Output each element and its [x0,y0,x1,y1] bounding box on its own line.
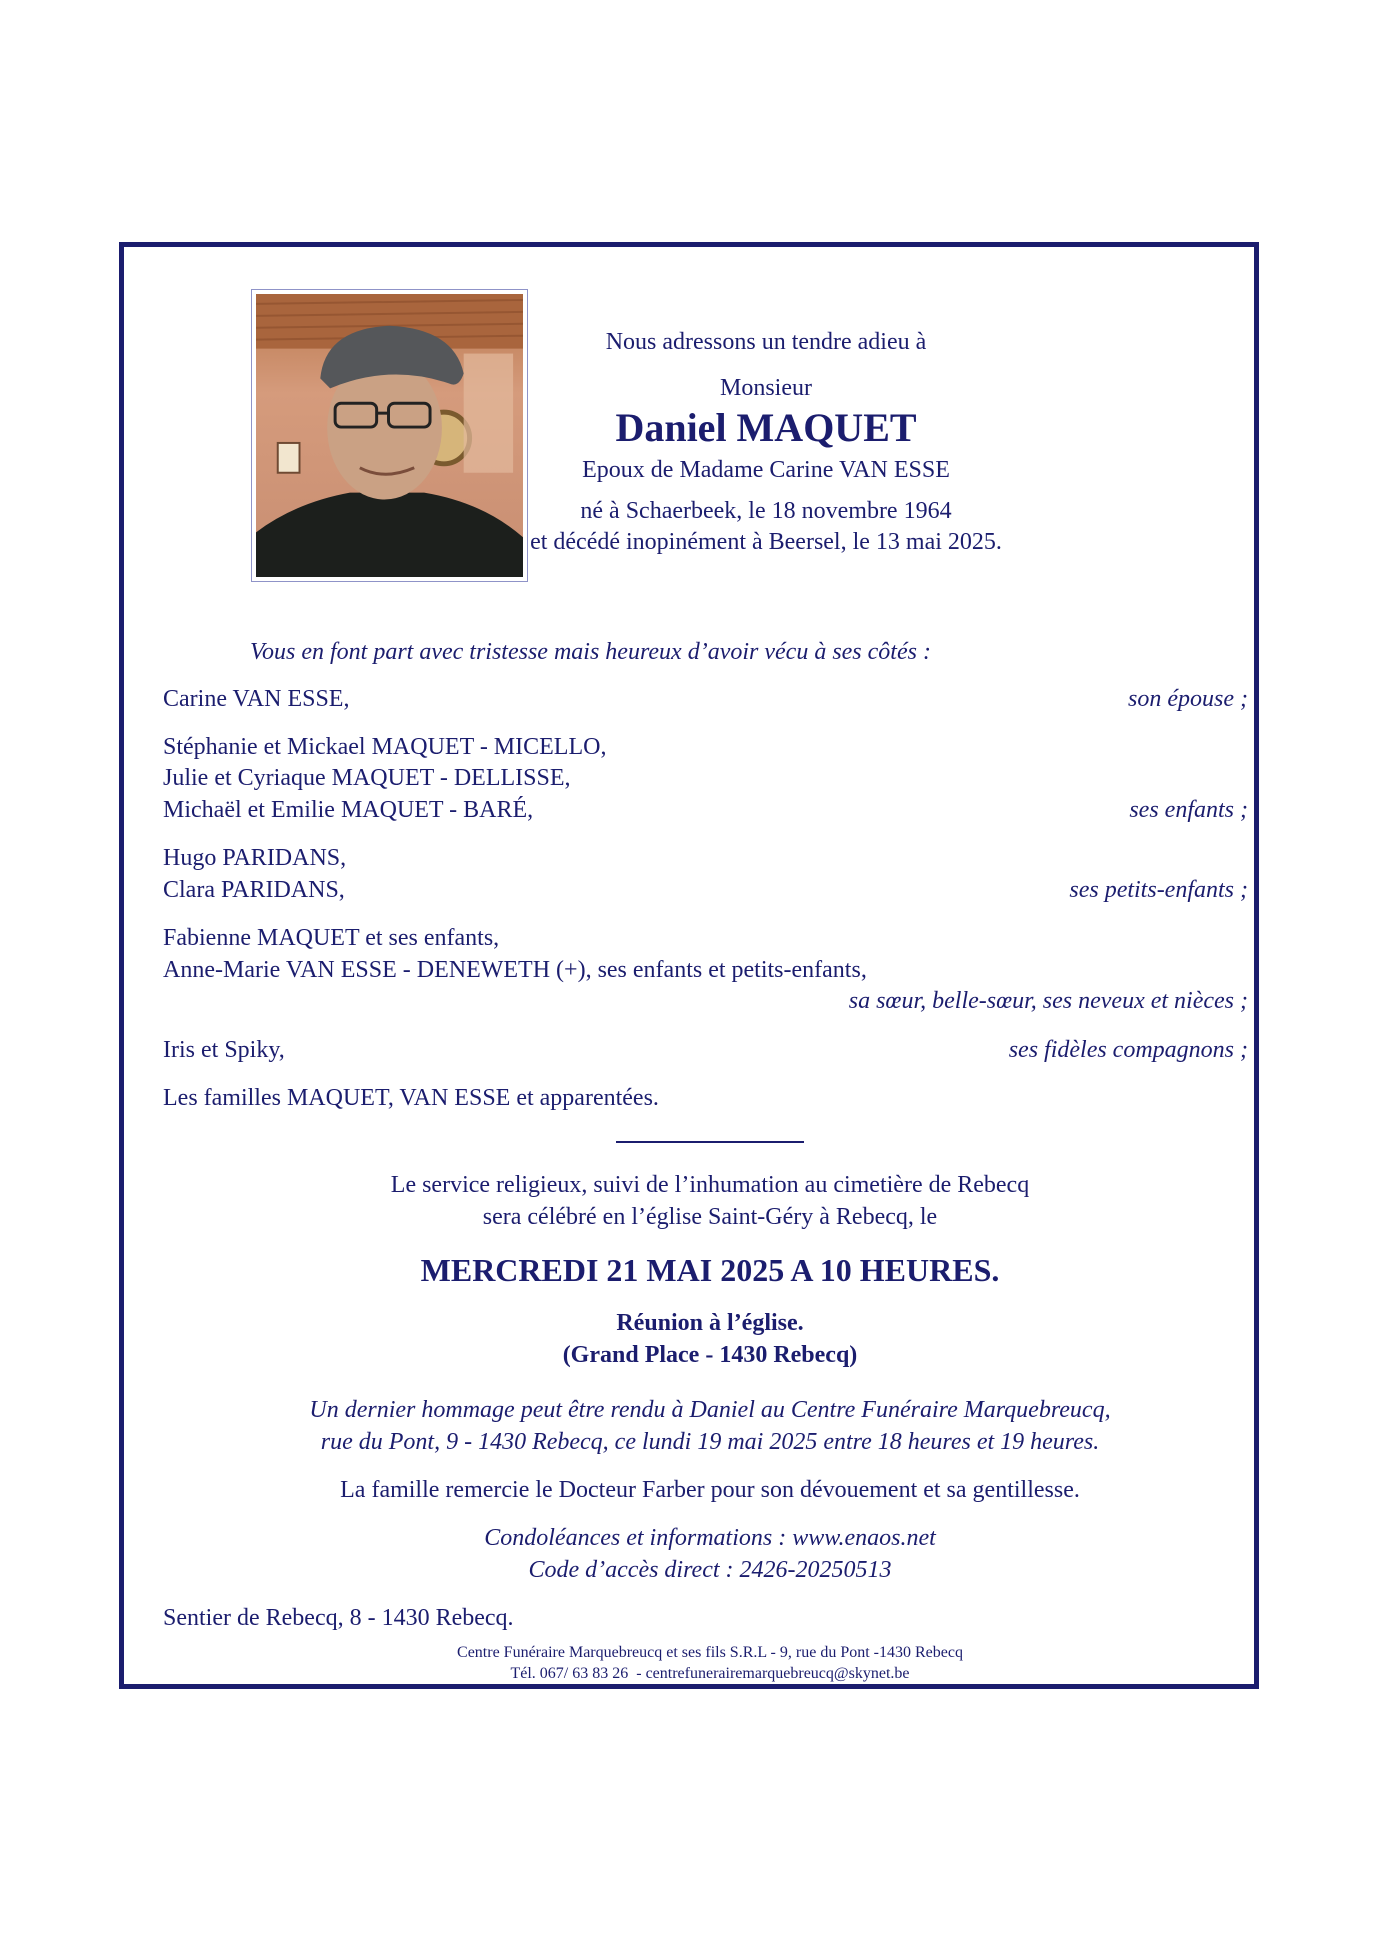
condolences-line: Condoléances et informations : www.enaos.net [484,1525,936,1551]
meeting-place: Réunion à l’église. [616,1310,804,1336]
announcement-intro: Vous en font part avec tristesse mais heureux d’avoir vécu à ses côtés : [250,639,931,665]
meeting-address: (Grand Place - 1430 Rebecq) [562,1342,858,1368]
honorific: Monsieur [720,375,812,401]
child-1: Stéphanie et Mickael MAQUET - MICELLO, [163,734,607,760]
access-code-line: Code d’accès direct : 2426-20250513 [528,1557,892,1583]
sibling-2: Anne-Marie VAN ESSE - DENEWETH (+), ses enfants et petits-enfants, [163,957,867,983]
footer-company: Centre Funéraire Marquebreucq et ses fils S.R.L - 9, rue du Pont -1430 Rebecq [457,1644,963,1661]
pets: Iris et Spiky, [163,1037,285,1063]
grandchild-2: Clara PARIDANS, [163,877,345,903]
service-date-time: MERCREDI 21 MAI 2025 A 10 HEURES. [420,1252,1000,1288]
service-line-2: sera célébré en l’église Saint-Géry à Rebecq, le [482,1204,938,1230]
child-3: Michaël et Emilie MAQUET - BARÉ, [163,797,534,823]
pets-role: ses fidèles compagnons ; [1008,1037,1248,1063]
spouse-role: son épouse ; [1128,686,1248,712]
footer-contact: Tél. 067/ 63 83 26 - centrefunerairemarquebreucq@skynet.be [510,1665,910,1682]
children-role: ses enfants ; [1129,797,1248,823]
birth-line: né à Schaerbeek, le 18 novembre 1964 [580,498,952,524]
siblings-role: sa sœur, belle-sœur, ses neveux et nièces ; [848,988,1248,1014]
grandchildren-role: ses petits-enfants ; [1069,877,1248,903]
spouse-line: Epoux de Madame Carine VAN ESSE [582,457,950,483]
child-2: Julie et Cyriaque MAQUET - DELLISSE, [163,765,571,791]
intro-line: Nous adressons un tendre adieu à [605,329,927,355]
section-divider [616,1141,804,1143]
tribute-line-1: Un dernier hommage peut être rendu à Daniel au Centre Funéraire Marquebreucq, [309,1397,1111,1423]
sibling-1: Fabienne MAQUET et ses enfants, [163,925,500,951]
deceased-name: Daniel MAQUET [615,405,917,450]
thanks-line: La famille remercie le Docteur Farber pour son dévouement et sa gentillesse. [340,1477,1080,1503]
extended-families: Les familles MAQUET, VAN ESSE et apparentées. [163,1085,659,1111]
tribute-line-2: rue du Pont, 9 - 1430 Rebecq, ce lundi 19 mai 2025 entre 18 heures et 19 heures. [320,1429,1100,1455]
grandchild-1: Hugo PARIDANS, [163,845,347,871]
home-address: Sentier de Rebecq, 8 - 1430 Rebecq. [163,1605,514,1631]
service-line-1: Le service religieux, suivi de l’inhumation au cimetière de Rebecq [390,1172,1030,1198]
death-line: et décédé inopinément à Beersel, le 13 mai 2025. [530,529,1002,555]
spouse-name: Carine VAN ESSE, [163,686,350,712]
